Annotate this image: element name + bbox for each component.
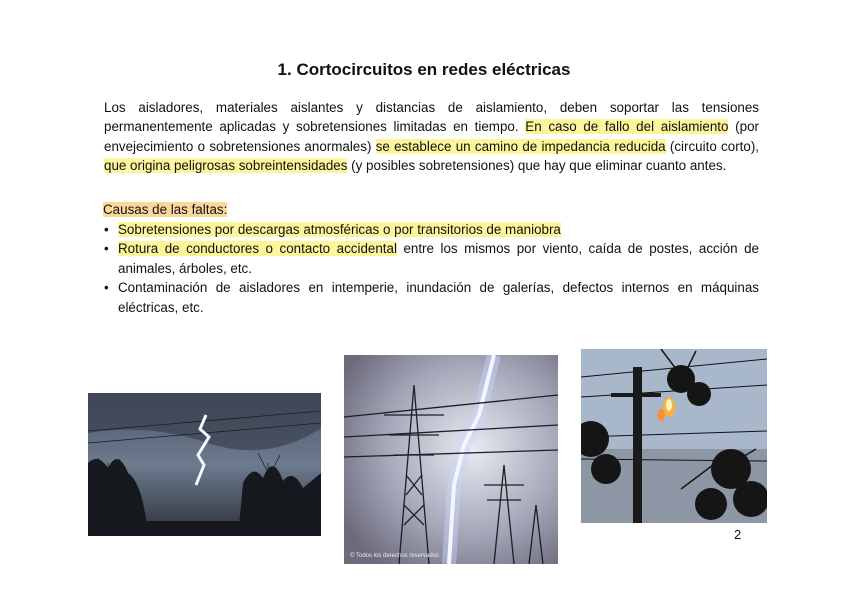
cause-item-contamination: • Contaminación de aisladores en intemperie, inundación de galerías, defectos internos en máquinas eléctricas, etc.: [104, 280, 759, 315]
highlight-overcurrents: que origina peligrosas sobreintensidades: [104, 158, 348, 174]
intro-text-2: (por envejecimiento o sobretensiones anormales): [104, 119, 759, 154]
page-number: 2: [734, 527, 742, 542]
highlight-insulation-failure: En caso de fallo del aislamiento: [525, 119, 729, 135]
highlight-reduced-impedance: se establece un camino de impedancia reducida: [375, 138, 666, 154]
bullet-icon: •: [104, 222, 109, 237]
bullet-icon: •: [104, 241, 109, 257]
intro-text-1: Los aisladores, materiales aislantes y distancias de aislamiento, deben soportar las tensiones permanentemente aplicadas y sobretensiones limitadas en tiempo.: [104, 100, 759, 135]
bullet-icon: •: [104, 280, 109, 296]
cause-item-overvoltage: • Sobretensiones por descargas atmosféricas o por transitorios de maniobra: [104, 220, 759, 239]
intro-text-4: (y posibles sobretensiones) que hay que eliminar cuanto antes.: [347, 158, 727, 174]
intro-text-3: (circuito corto),: [665, 138, 760, 154]
cause-item-conductor-break: • Rotura de conductores o contacto accidental entre los mismos por viento, caída de postes, acción de animales, árboles, etc.: [104, 241, 759, 276]
causes-list: [104, 220, 759, 317]
causes-title: Causas de las faltas:: [103, 202, 228, 217]
intro-paragraph: [104, 98, 759, 176]
photo-lightning-trees: [88, 393, 321, 536]
photo-credit: © Todos los derechos reservados: [350, 553, 440, 559]
photo-lightning-pylons: [344, 355, 558, 564]
page-title: 1. Cortocircuitos en redes eléctricas: [277, 60, 571, 79]
photo-burning-pole: [581, 349, 767, 523]
